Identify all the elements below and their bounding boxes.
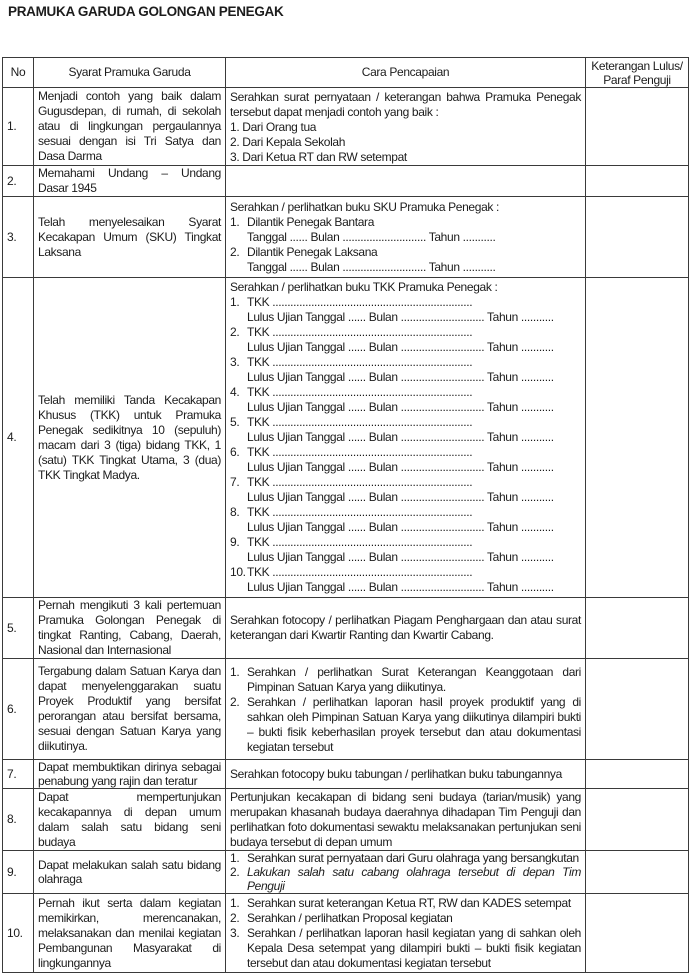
table-row [3,197,689,278]
achievement-method: Serahkan fotocopy buku tabungan / perlihatkan buku tabungannya [226,760,586,789]
examiner-signature-cell[interactable] [586,598,689,659]
item-text: Lakukan salah satu cabang olahraga tersebut di depan Tim Penguji [247,865,581,893]
item-label: Dilantik Penegak Laksana [247,245,378,259]
requirement-text: Pernah ikut serta dalam kegiatan memikirkan, merencanakan, melaksanakan dan menilai kegiatan Pembangunan Masyarakat di lingkungannya [34,894,226,973]
header-no: No [3,58,34,88]
row-number: 6. [3,659,34,760]
table-row [3,278,689,598]
exam-date-fill-line: Lulus Ujian Tanggal ...... Bulan ............................ Tahun ........... [247,310,554,324]
row-number: 4. [3,278,34,598]
tkk-fill-line: TKK ................................................................... [247,385,473,399]
achievement-method: Pertunjukan kecakapan di bidang seni budaya (tarian/musik) yang merupakan khasanah budaya daerahnya dihadapan Tim Penguji dan perlihatkan foto dokumentasi sewaktu melaksanakan pertunjukan seni budaya tersebut di depan umum [226,789,586,851]
achievement-method [226,166,586,197]
exam-date-fill-line: Lulus Ujian Tanggal ...... Bulan ............................ Tahun ........... [247,400,554,414]
item-number: 3. [230,355,240,369]
method-item [230,896,581,911]
examiner-signature-cell[interactable] [586,760,689,789]
tkk-entry [230,505,581,520]
method-item: 3. Dari Ketua RT dan RW setempat [230,149,407,164]
header-keterangan: Keterangan Lulus/ Paraf Penguji [586,58,689,88]
date-fill-line: Tanggal ...... Bulan ............................ Tahun ........... [247,230,496,244]
method-item: 2. Dari Kepala Sekolah [230,134,346,149]
examiner-signature-cell[interactable] [586,894,689,973]
tkk-fill-line: TKK ................................................................... [247,565,473,579]
method-item: 1. Dari Orang tua [230,119,317,134]
method-item [230,926,581,971]
tkk-fill-line: TKK ................................................................... [247,415,473,429]
tkk-fill-line: TKK ................................................................... [247,475,473,489]
item-number: 2. [230,325,240,339]
requirement-text: Menjadi contoh yang baik dalam Gugusdepan, di rumah, di sekolah atau di lingkungan pergaulannya sesuai dengan isi Tri Satya dan Dasa Darma [34,88,226,166]
row-number: 8. [3,789,34,851]
item-number: 9. [230,535,240,549]
row-number: 2. [3,166,34,197]
item-text: Serahkan surat pernyataan dari Guru olahraga yang bersangkutan [247,851,579,865]
exam-date-fill-line: Lulus Ujian Tanggal ...... Bulan ............................ Tahun ........... [247,580,554,594]
table-row [3,789,689,851]
requirement-text: Telah menyelesaikan Syarat Kecakapan Umum (SKU) Tingkat Laksana [34,197,226,278]
item-number: 3. [230,925,240,940]
method-item [230,911,581,926]
header-cara: Cara Pencapaian [226,58,586,88]
item-text: Serahkan / perlihatkan laporan hasil kegiatan yang di sahkan oleh Kepala Desa setempat yang dilampiri bukti – bukti fisik kegiatan tersebut dan atau dokumentasi kegiatan tersebut [247,925,581,970]
exam-date-fill-line: Lulus Ujian Tanggal ...... Bulan ............................ Tahun ........... [247,490,554,504]
item-number: 8. [230,505,240,519]
method-item [230,865,581,893]
exam-date-fill-line: Lulus Ujian Tanggal ...... Bulan ............................ Tahun ........... [247,520,554,534]
row-number: 5. [3,598,34,659]
examiner-signature-cell[interactable] [586,851,689,894]
item-text: Serahkan surat keterangan Ketua RT, RW dan KADES setempat [247,895,571,910]
header-syarat: Syarat Pramuka Garuda [34,58,226,88]
row-number: 1. [3,88,34,166]
achievement-method [226,88,586,166]
examiner-signature-cell[interactable] [586,659,689,760]
achievement-method [226,278,586,598]
item-text: Serahkan / perlihatkan Surat Keterangan Keanggotaan dari Pimpinan Satuan Karya yang diikutinya. [247,664,581,694]
method-intro: Serahkan surat pernyataan / keterangan bahwa Pramuka Penegak tersebut dapat menjadi contoh yang baik : [230,89,581,119]
table-row [3,851,689,894]
row-number: 10. [3,894,34,973]
tkk-entry [230,295,581,310]
item-number: 4. [230,385,240,399]
achievement-method [226,197,586,278]
tkk-entry [230,355,581,370]
achievement-method: Serahkan fotocopy / perlihatkan Piagam Penghargaan dan atau surat keterangan dari Kwartir Ranting dan Kwartir Cabang. [226,598,586,659]
exam-date-fill-line: Lulus Ujian Tanggal ...... Bulan ............................ Tahun ........... [247,340,554,354]
item-number: 2. [230,865,240,879]
examiner-signature-cell[interactable] [586,278,689,598]
requirement-text: Dapat mempertunjukan kecakapannya di depan umum dalam salah satu bidang seni budaya [34,789,226,851]
row-number: 7. [3,760,34,789]
examiner-signature-cell[interactable] [586,88,689,166]
tkk-fill-line: TKK ................................................................... [247,535,473,549]
method-item [230,245,581,260]
method-item [230,851,581,865]
achievement-method [226,659,586,760]
row-number: 9. [3,851,34,894]
item-number: 5. [230,415,240,429]
row-number: 3. [3,197,34,278]
table-header-row [3,58,689,88]
method-item [230,665,581,695]
achievement-method [226,894,586,973]
tkk-entry [230,565,581,580]
tkk-list [230,295,581,595]
table-row [3,894,689,973]
tkk-entry [230,535,581,550]
examiner-signature-cell[interactable] [586,197,689,278]
exam-date-fill-line: Lulus Ujian Tanggal ...... Bulan ............................ Tahun ........... [247,550,554,564]
item-number: 6. [230,445,240,459]
tkk-fill-line: TKK ................................................................... [247,355,473,369]
exam-date-fill-line: Lulus Ujian Tanggal ...... Bulan ............................ Tahun ........... [247,460,554,474]
table-row [3,659,689,760]
item-number: 2. [230,694,240,709]
requirement-text: Telah memiliki Tanda Kecakapan Khusus (TKK) untuk Pramuka Penegak sedikitnya 10 (sepuluh) macam dari 3 (tiga) bidang TKK, 1 (satu) TKK Tingkat Utama, 3 (dua) TKK Tingkat Madya. [34,278,226,598]
tkk-entry [230,325,581,340]
table-row [3,88,689,166]
tkk-fill-line: TKK ................................................................... [247,295,473,309]
table-row [3,598,689,659]
requirements-table [2,57,689,973]
tkk-fill-line: TKK ................................................................... [247,505,473,519]
item-number: 7. [230,475,240,489]
requirement-text: Memahami Undang – Undang Dasar 1945 [34,166,226,197]
achievement-method [226,851,586,894]
requirement-text: Dapat melakukan salah satu bidang olahraga [34,851,226,894]
exam-date-fill-line: Lulus Ujian Tanggal ...... Bulan ............................ Tahun ........... [247,370,554,384]
tkk-fill-line: TKK ................................................................... [247,445,473,459]
method-item [230,695,581,755]
item-text: Serahkan / perlihatkan Proposal kegiatan [247,910,453,925]
item-text: Serahkan / perlihatkan laporan hasil proyek produktif yang di sahkan oleh Pimpinan Satuan Karya yang diikutinya dilampiri bukti – bukti fisik keberhasilan proyek tersebut dan atau dokumentasi kegiatan tersebut [247,694,581,754]
method-intro: Serahkan / perlihatkan buku TKK Pramuka Penegak : [230,280,498,294]
requirement-text: Tergabung dalam Satuan Karya dan dapat menyelenggarakan suatu Proyek Produktif yang bersifat perorangan atau bersifat bersama, sesuai dengan Satuan Karya yang diikutinya. [34,659,226,760]
item-number: 1. [230,215,240,229]
tkk-entry [230,415,581,430]
table-row [3,760,689,789]
item-number: 1. [230,851,240,865]
item-number: 1. [230,895,240,910]
exam-date-fill-line: Lulus Ujian Tanggal ...... Bulan ............................ Tahun ........... [247,430,554,444]
item-number: 2. [230,910,240,925]
document-title: PRAMUKA GARUDA GOLONGAN PENEGAK [8,4,284,19]
table-row [3,166,689,197]
examiner-signature-cell[interactable] [586,789,689,851]
item-number: 1. [230,295,240,309]
item-number: 10. [230,565,246,579]
tkk-entry [230,445,581,460]
method-item [230,215,581,230]
tkk-entry [230,475,581,490]
examiner-signature-cell[interactable] [586,166,689,197]
requirement-text: Pernah mengikuti 3 kali pertemuan Pramuka Golongan Penegak di tingkat Ranting, Cabang, Daerah, Nasional dan Internasional [34,598,226,659]
tkk-entry [230,385,581,400]
item-number: 1. [230,664,240,679]
requirement-text: Dapat membuktikan dirinya sebagai penabung yang rajin dan teratur [34,760,226,789]
item-label: Dilantik Penegak Bantara [247,215,375,229]
item-number: 2. [230,245,240,259]
method-intro: Serahkan / perlihatkan buku SKU Pramuka Penegak : [230,200,500,214]
date-fill-line: Tanggal ...... Bulan ............................ Tahun ........... [247,260,496,274]
tkk-fill-line: TKK ................................................................... [247,325,473,339]
